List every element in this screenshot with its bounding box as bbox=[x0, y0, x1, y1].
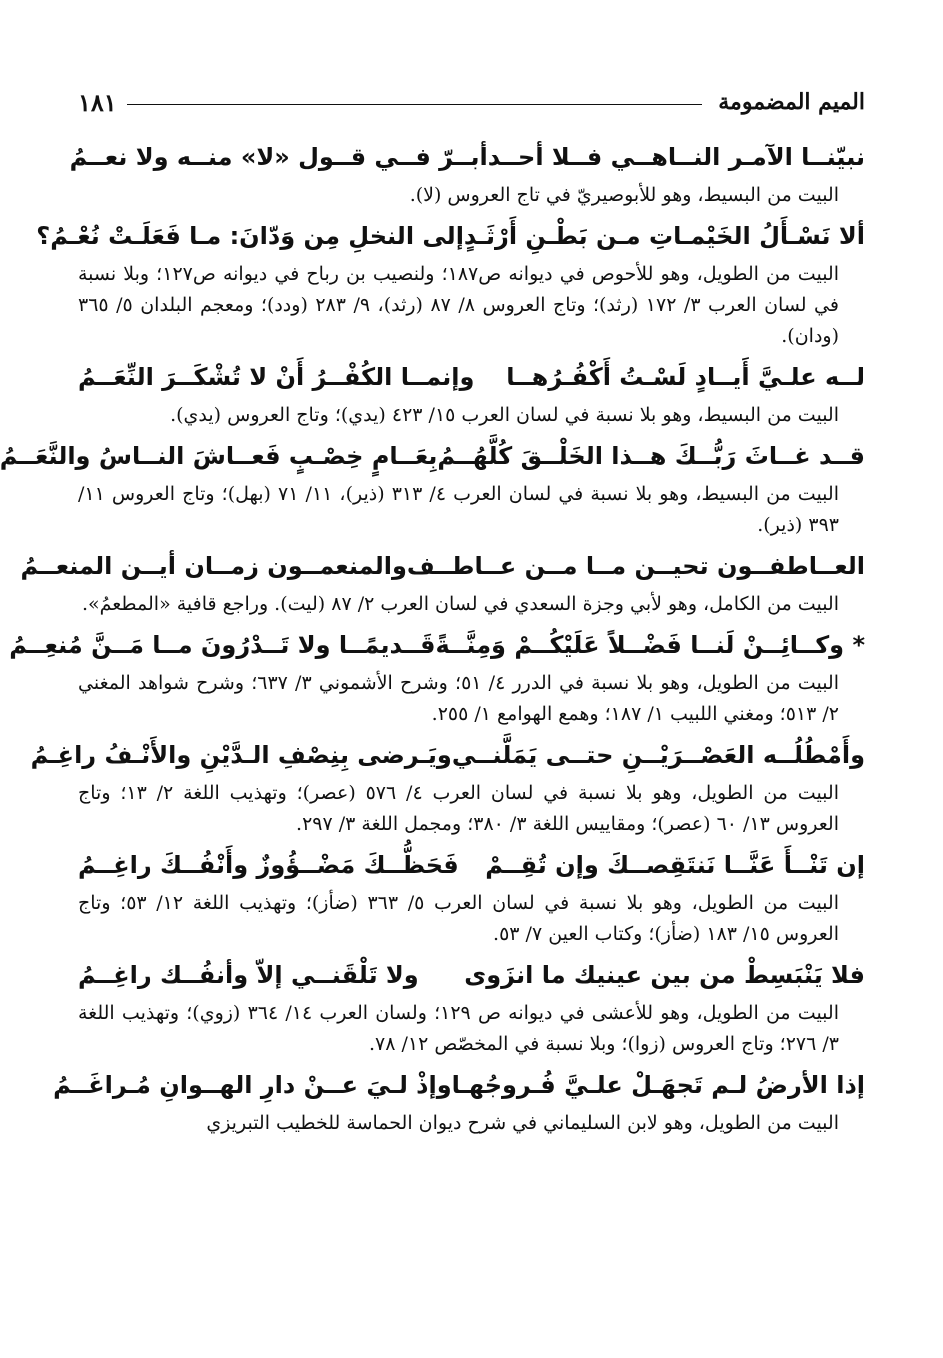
second-hemistich: وإذْ لـيَ عــنْ دارِ الهــوانِ مُـراغَــمُ bbox=[53, 1071, 452, 1099]
source-note: البيت من الكامل، وهو لأبي وجزة السعدي في لسان العرب ٢/ ٨٧ (ليت). وراجع قافية «المطعمُ». bbox=[81, 593, 839, 615]
verse-line bbox=[69, 134, 865, 180]
poem-entry-4 bbox=[0, 433, 865, 541]
page-header bbox=[78, 82, 865, 122]
first-hemistich: وأَمْطُلُــه العَصْــرَيْــنِ حتــى يَمَلَّنــي bbox=[451, 741, 865, 769]
verse-line bbox=[9, 622, 865, 668]
second-hemistich: ولا تَلْقَنــي إلاّ وأنفُــك راغِــمُ bbox=[78, 961, 419, 989]
second-hemistich: قَــديمًــا ولا تَــدْرُونَ مــا مَــنَّ مُنعِــمُ bbox=[9, 631, 436, 659]
page-number: ١٨١ bbox=[78, 87, 117, 117]
source-note: البيت من الطويل، وهو للأعشى في ديوانه ص ١٢٩؛ ولسان العرب ١٤/ ٣٦٤ (زوي)؛ وتهذيب اللغة ٣/ ٢٧٦؛ وتاج العروس (زوا)؛ وبلا نسبة في المخصّص ١٢/ ٧٨. bbox=[78, 1002, 839, 1055]
first-hemistich: إذا الأرضُ لـم تَجهَـلْ علـيَّ فُـروجُهـا bbox=[451, 1071, 865, 1099]
first-hemistich: ألا نَسْـأَلُ الخَيْمـاتِ مـن بَطْـنِ أَرْثَـدٍ bbox=[463, 222, 865, 250]
source-note: البيت من البسيط، وهو للأبوصيريّ في تاج العروس (لا). bbox=[409, 184, 839, 206]
second-hemistich: ويَـرضى بِنِصْفِ الـدَّيْنِ والأَنْـفُ راغِـمُ bbox=[30, 741, 452, 769]
source-note: البيت من الطويل، وهو للأحوص في ديوانه ص١٨٧؛ ولنصيب بن رباح في ديوانه ص١٢٧؛ وبلا نسبة في لسان العرب ٣/ ١٧٢ (رثد)؛ وتاج العروس ٨/ ٨٧ (رثد)، ٩/ ٢٨٣ (ودد)؛ ومعجم البلدان ٥/ ٣٦٥ (ودان). bbox=[78, 263, 840, 347]
verse-line bbox=[78, 842, 865, 888]
first-hemistich: لــه علـيَّ أَيــادٍ لَسْـتُ أَكْفُـرُهــا bbox=[506, 363, 865, 391]
poem-entry-6 bbox=[9, 622, 865, 730]
first-hemistich: إن تَنْــأَ عَنَّــا نَنتَقِصــكَ وإن تُقِــمْ bbox=[485, 851, 865, 879]
verse-line bbox=[30, 732, 865, 778]
verse-line bbox=[53, 1062, 865, 1108]
second-hemistich: فَحَظُّــكَ مَضْــؤُوزٌ وأَنْفُــكَ راغِــمُ bbox=[78, 851, 459, 879]
first-hemistich: قــد غــاثَ رَبُّــكَ هــذا الخَلْــقَ كُلَّهُــمُ bbox=[437, 442, 865, 470]
verse-line bbox=[36, 213, 865, 259]
second-hemistich: إلى النخلِ مِن وَدّانَ: مـا فَعَلَـتْ نُعْـمُ؟ bbox=[36, 222, 464, 250]
poem-entry-5 bbox=[20, 543, 865, 620]
second-hemistich: أبــرّ فــي قــول «لا» منــه ولا نعــمُ bbox=[69, 143, 488, 171]
source-note: البيت من الطويل، وهو بلا نسبة في لسان العرب ٥/ ٣٦٣ (ضأز)؛ وتهذيب اللغة ١٢/ ٥٣؛ وتاج العروس ١٥/ ١٨٣ (ضأز)؛ وكتاب العين ٧/ ٥٣. bbox=[78, 892, 839, 945]
source-note: البيت من البسيط، وهو بلا نسبة في لسان العرب ٤/ ٣١٣ (ذير)، ١١/ ٧١ (بهل)؛ وتاج العروس ١١/ ٣٩٣ (ذير). bbox=[78, 483, 839, 536]
verse-line bbox=[78, 952, 865, 998]
first-hemistich: العــاطفــون تحيــن مــا مــن عــاطــف bbox=[406, 552, 865, 580]
verse-line bbox=[20, 543, 865, 589]
first-hemistich: فلا يَنْبَسِطْ من بين عينيك ما انزَوى bbox=[464, 961, 865, 989]
source-note: البيت من الطويل، وهو بلا نسبة في لسان العرب ٤/ ٥٧٦ (عصر)؛ وتهذيب اللغة ٢/ ١٣؛ وتاج العروس ١٣/ ٦٠ (عصر)؛ ومقاييس اللغة ٣/ ٣٨٠؛ ومجمل اللغة ٣/ ٢٩٧. bbox=[78, 782, 839, 835]
first-hemistich: نبيّنــا الآمـر النــاهــي فــلا أحــد bbox=[487, 143, 865, 171]
running-title: الميم المضمومة bbox=[718, 89, 865, 115]
header-rule bbox=[127, 104, 703, 105]
source-note: البيت من الطويل، وهو بلا نسبة في الدرر ٤/ ٥١؛ وشرح الأشموني ٣/ ٦٣٧؛ وشرح شواهد المغني ٢/ ٥١٣؛ ومغني اللبيب ١/ ١٨٧؛ وهمع الهوامع ١/ ٢٥٥. bbox=[78, 672, 839, 725]
source-note: البيت من الطويل، وهو لابن السليماني في شرح ديوان الحماسة للخطيب التبريزي bbox=[206, 1112, 839, 1134]
verse-line bbox=[78, 354, 865, 400]
poem-entry-7 bbox=[30, 732, 865, 840]
second-hemistich: وإنمــا الكُفْــرُ أَنْ لا تُشْكَــرَ النِّعَــمُ bbox=[78, 363, 475, 391]
verse-line bbox=[0, 433, 865, 479]
poem-entry-9 bbox=[78, 952, 865, 1060]
second-hemistich: بِعَــامٍ خِصْـبٍ فَعــاشَ النــاسُ والنَّعَــمُ bbox=[0, 442, 438, 470]
second-hemistich: والمنعمــون زمــان أيــن المنعــمُ bbox=[20, 552, 407, 580]
poem-entry-8 bbox=[78, 842, 865, 950]
source-note: البيت من البسيط، وهو بلا نسبة في لسان العرب ١٥/ ٤٢٣ (يدي)؛ وتاج العروس (يدي). bbox=[170, 404, 839, 426]
poem-entry-3 bbox=[78, 354, 865, 431]
first-hemistich: * وكــائِــنْ لَنــا فَضْــلاً عَلَيْكُــمْ وَمِنَّــةً bbox=[435, 631, 865, 659]
poem-entry-1 bbox=[69, 134, 865, 211]
poem-entry-10 bbox=[53, 1062, 865, 1139]
poem-entry-2 bbox=[36, 213, 865, 352]
